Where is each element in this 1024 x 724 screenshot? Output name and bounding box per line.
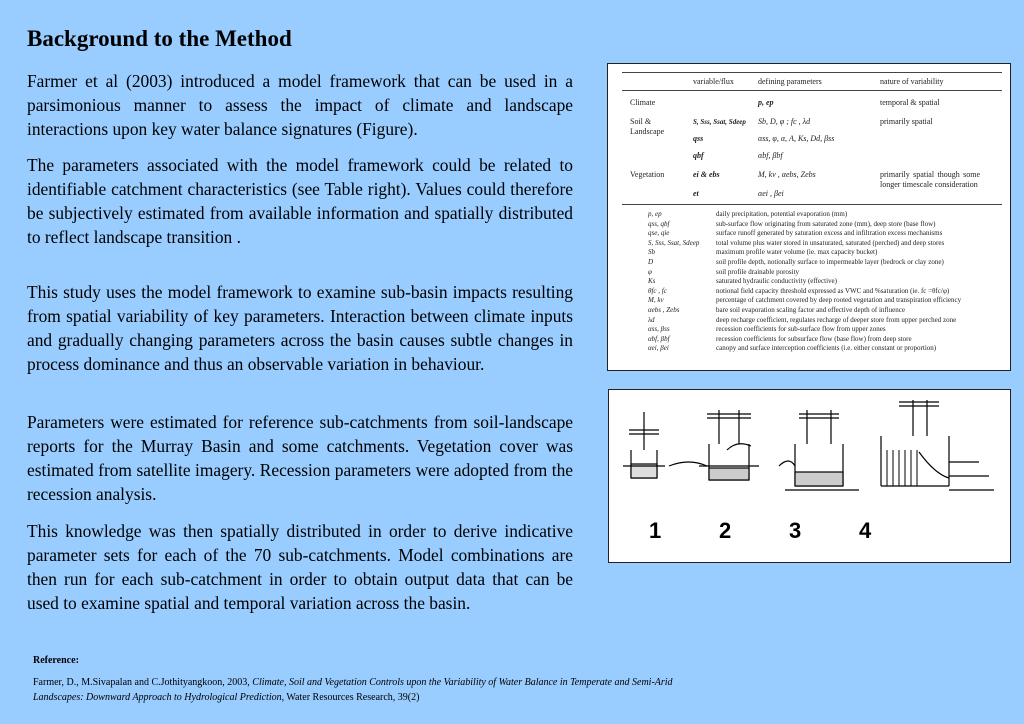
legend-row [648,296,998,306]
model-3-bucket [779,410,859,490]
legend-symbol: λd [648,315,655,324]
parameter-table [607,63,1011,371]
table-row-qbf-params: αbf, βbf [758,151,783,160]
table-row-soil-flux: S, Sss, Ssat, Sdeep [693,118,746,126]
legend-row [648,277,998,287]
legend-row [648,248,998,258]
paragraph-distribution: This knowledge was then spatially distributed in order to derive indicative parameter sets for each of the 70 sub-catchments. Model combinations are then run for each sub-catchment in order to obtain output data that can be used to examine spatial and temporal variation across the basin. [27,521,573,613]
legend-row [648,325,998,335]
legend-row [648,316,998,326]
legend-description: recession coefficients for subsurface flow (base flow) from deep store [716,334,912,343]
legend-description: percentage of catchment covered by deep rooted vegetation and transpiration efficiency [716,296,962,305]
legend-symbol: qss, qbf [648,219,670,228]
paragraph-intro: Farmer et al (2003) introduced a model framework that can be used in a parsimonious manner to assess the impact of climate and landscape interactions upon key water balance signatures (Figure). [27,71,573,139]
legend-description: recession coefficients for sub-surface flow from upper zones [716,325,886,334]
table-row-soil-group: Soil & Landscape [630,117,665,136]
table-row-climate-params: p, ep [758,98,774,107]
legend-symbol: αei, βei [648,344,669,353]
figure-label-3: 3 [789,518,802,543]
legend-description: daily precipitation, potential evaporation (mm) [716,210,848,218]
legend-symbol: M, kv [648,296,664,305]
legend-description: notional field capacity threshold expressed as VWC and %saturation (ie. fc =θfc/φ) [716,286,950,295]
paragraph-study: This study uses the model framework to examine sub-basin impacts resulting from spatial variability of key parameters. Interaction between climate inputs and gradually changing parameters across the basin causes subtle changes in process dominance and thus an observable variation in behaviour. [27,282,573,374]
table-rule-header [622,90,1002,91]
legend-row [648,258,998,268]
table-header-nature: nature of variability [880,77,944,86]
legend-symbol: αebs , Zebs [648,305,680,314]
table-rule-top [622,72,1002,73]
legend-symbol: θfc , fc [648,286,667,295]
legend-row [648,229,998,239]
reference-heading: Reference: [33,655,79,666]
legend-symbol: p, ep [648,210,662,218]
legend-row [648,335,998,345]
legend-row [648,287,998,297]
model-diagram [609,390,1010,562]
model-1-bucket [623,412,665,478]
legend-symbol: Ks [648,277,656,286]
table-row-vegetation-group: Vegetation [630,170,665,179]
legend-description: deep recharge coefficient, regulates recharge of deeper store from upper perched zone [716,315,957,324]
table-row-climate-group: Climate [630,98,656,107]
legend-description: sub-surface flow originating from saturated zone (mm), deep store (base flow) [716,219,936,228]
table-row-qbf-flux: qbf [693,151,704,160]
legend-row [648,239,998,249]
legend-description: canopy and surface interception coefficients (i.e. either constant or proportion) [716,344,937,353]
table-legend [648,210,998,354]
table-row-soil-nature: primarily spatial [880,117,933,126]
legend-row [648,210,998,220]
table-row-et-flux: et [693,189,699,198]
legend-symbol: φ [648,267,652,276]
model-framework-figure [608,389,1011,563]
paragraph-parameters: The parameters associated with the model framework could be related to identifiable catchment characteristics (see Table right). Values could therefore be subjectively estimated from available information and spatially distributed to reflect landscape transition . [27,155,573,247]
legend-description: soil profile drainable porosity [716,267,800,276]
table-row-soil-params: Sb, D, φ ; fc , λd [758,117,811,126]
table-row-climate-nature: temporal & spatial [880,98,940,107]
reference-journal: , Water Resources Research, 39(2) [281,692,420,703]
legend-description: bare soil evaporation scaling factor and effective depth of influence [716,305,905,314]
table-row-qss-flux: qss [693,134,704,143]
table-rule-bottom [622,204,1002,205]
legend-description: surface runoff generated by saturation excess and infiltration excess mechanisms [716,229,943,238]
reference-citation [33,675,673,705]
model-2-bucket [669,410,759,480]
table-row-vegetation-nature: primarily spatial though some longer timescale consideration [880,170,980,189]
reference-title: Climate, Soil and Vegetation Controls upon the Variability of Water Balance in Temperate and Semi-Arid Landscapes: Downward Approach to Hydrological Prediction [33,677,673,703]
figure-label-1: 1 [649,518,662,543]
table-row-qss-params: αss, φ, α, A, Ks, Dd, βss [758,134,835,143]
legend-description: total volume plus water stored in unsaturated, saturated (perched) and deep stores [716,238,945,247]
legend-symbol: S, Sss, Ssat, Sdeep [648,238,700,247]
section-title: Background to the Method [27,26,292,51]
legend-row [648,344,998,354]
table-row-vegetation-flux: ei & ebs [693,170,720,179]
legend-description: saturated hydraulic conductivity (effective) [716,277,837,286]
legend-description: maximum profile water volume (ie. max capacity bucket) [716,248,878,257]
table-header-flux: variable/flux [693,77,734,86]
table-row-et-params: αei , βei [758,189,784,198]
model-4-bucket [881,400,994,490]
figure-label-2: 2 [719,518,732,543]
paragraph-estimation: Parameters were estimated for reference sub-catchments from soil-landscape reports for the Murray Basin and some catchments. Vegetation cover was estimated from satellite imagery. Recession parameters were adopted from the recession analysis. [27,412,573,504]
legend-symbol: qse, qie [648,229,670,238]
legend-symbol: Sb [648,248,655,257]
legend-symbol: αbf, βbf [648,334,670,343]
table-row-vegetation-params: M, kv , αebs, Zebs [758,170,816,179]
legend-row [648,220,998,230]
table-header-params: defining parameters [758,77,822,86]
legend-symbol: D [648,257,654,266]
legend-row [648,306,998,316]
legend-description: soil profile depth, notionally surface to impermeable layer (bedrock or clay zone) [716,257,944,266]
legend-row [648,268,998,278]
reference-authors: Farmer, D., M.Sivapalan and C.Jothityangkoon, 2003, [33,677,253,688]
figure-label-4: 4 [859,518,872,543]
legend-symbol: αss, βss [648,325,670,334]
